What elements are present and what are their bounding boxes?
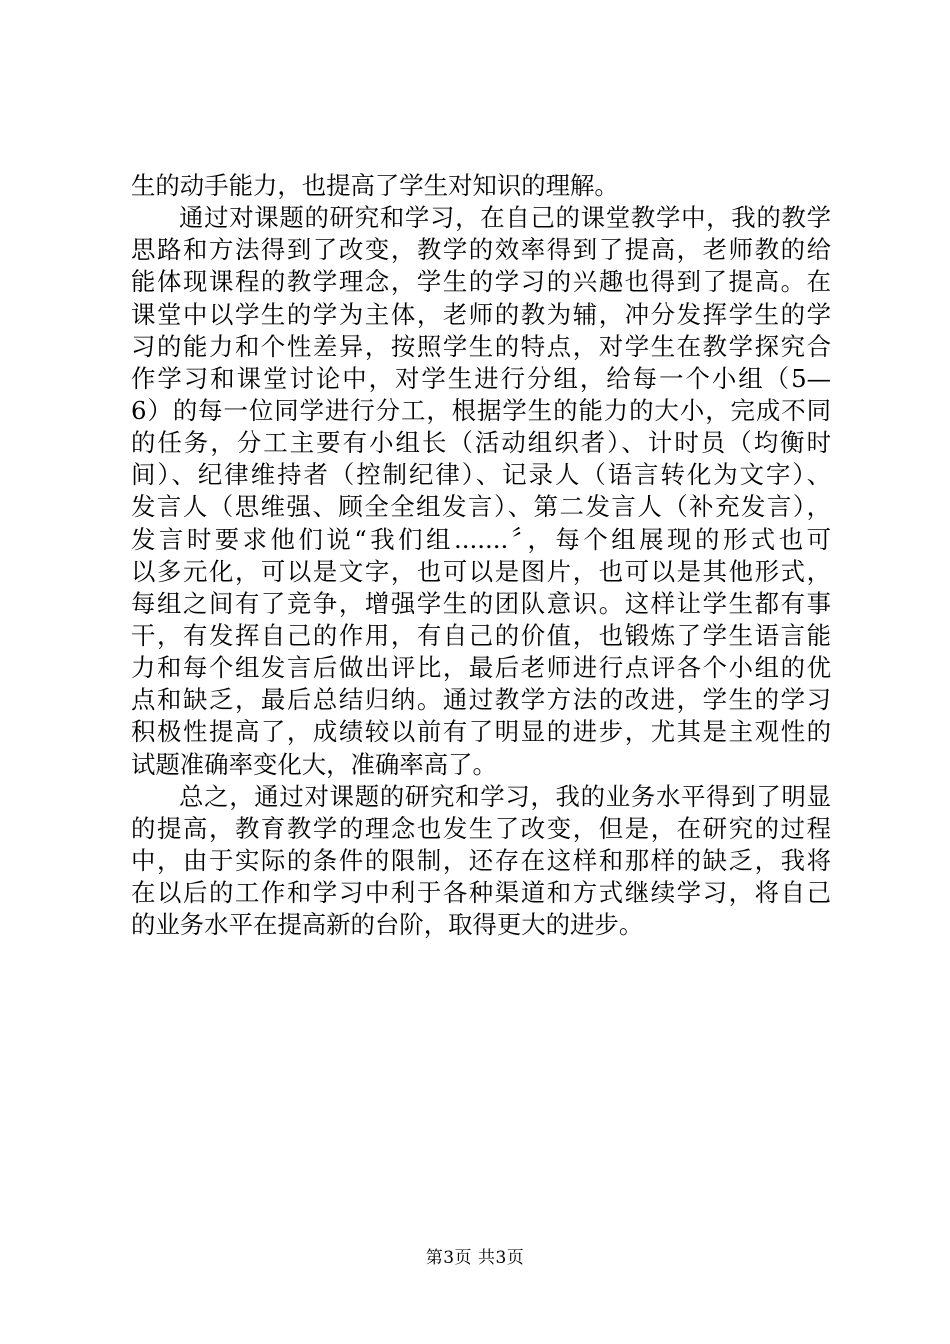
text-line: 习的能力和个性差异，按照学生的特点，对学生在教学探究合: [131, 331, 831, 361]
document-body: [131, 170, 831, 941]
page-footer: 第3页 共3页: [425, 1248, 525, 1268]
text-line: 的任务，分工主要有小组长（活动组织者）、计时员（均衡时: [131, 428, 831, 458]
text-line: 在以后的工作和学习中利于各种渠道和方式继续学习，将自己: [131, 878, 831, 908]
text-line: 课堂中以学生的学为主体，老师的教为辅，冲分发挥学生的学: [131, 299, 831, 329]
text-line: 每组之间有了竞争，增强学生的团队意识。这样让学生都有事: [131, 588, 831, 618]
text-line: 积极性提高了，成绩较以前有了明显的进步，尤其是主观性的: [131, 717, 831, 747]
text-line: 中，由于实际的条件的限制，还存在这样和那样的缺乏，我将: [131, 845, 831, 875]
text-line: 以多元化，可以是文字，也可以是图片，也可以是其他形式，: [131, 556, 831, 586]
text-line: 干，有发挥自己的作用，有自己的价值，也锻炼了学生语言能: [131, 620, 831, 650]
text-line: 通过对课题的研究和学习，在自己的课堂教学中，我的教学: [179, 203, 831, 233]
text-line: 6）的每一位同学进行分工，根据学生的能力的大小，完成不同: [131, 395, 831, 425]
text-line: 试题准确率变化大，准确率高了。: [131, 749, 497, 779]
text-line: 生的动手能力，也提高了学生对知识的理解。: [131, 171, 619, 200]
text-line: 发言时要求他们说“我们组.......〞，每个组展现的形式也可: [131, 524, 831, 554]
text-line: 发言人（思维强、顾全全组发言）、第二发言人（补充发言），: [131, 492, 831, 522]
text-line: 的业务水平在提高新的台阶，取得更大的进步。: [131, 910, 644, 940]
text-line: 能体现课程的教学理念，学生的学习的兴趣也得到了提高。在: [131, 267, 831, 297]
text-line: 力和每个组发言后做出评比，最后老师进行点评各个小组的优: [131, 653, 831, 683]
text-line: 间）、纪律维持者（控制纪律）、记录人（语言转化为文字）、: [131, 460, 831, 490]
text-line: 作学习和课堂讨论中，对学生进行分组，给每一个小组（5—: [131, 363, 831, 393]
text-line: 的提高，教育教学的理念也发生了改变，但是，在研究的过程: [131, 813, 831, 843]
text-line: 总之，通过对课题的研究和学习，我的业务水平得到了明显: [179, 781, 831, 811]
text-line: 点和缺乏，最后总结归纳。通过教学方法的改进，学生的学习: [131, 685, 831, 715]
text-line: 思路和方法得到了改变，教学的效率得到了提高，老师教的给: [131, 235, 831, 265]
